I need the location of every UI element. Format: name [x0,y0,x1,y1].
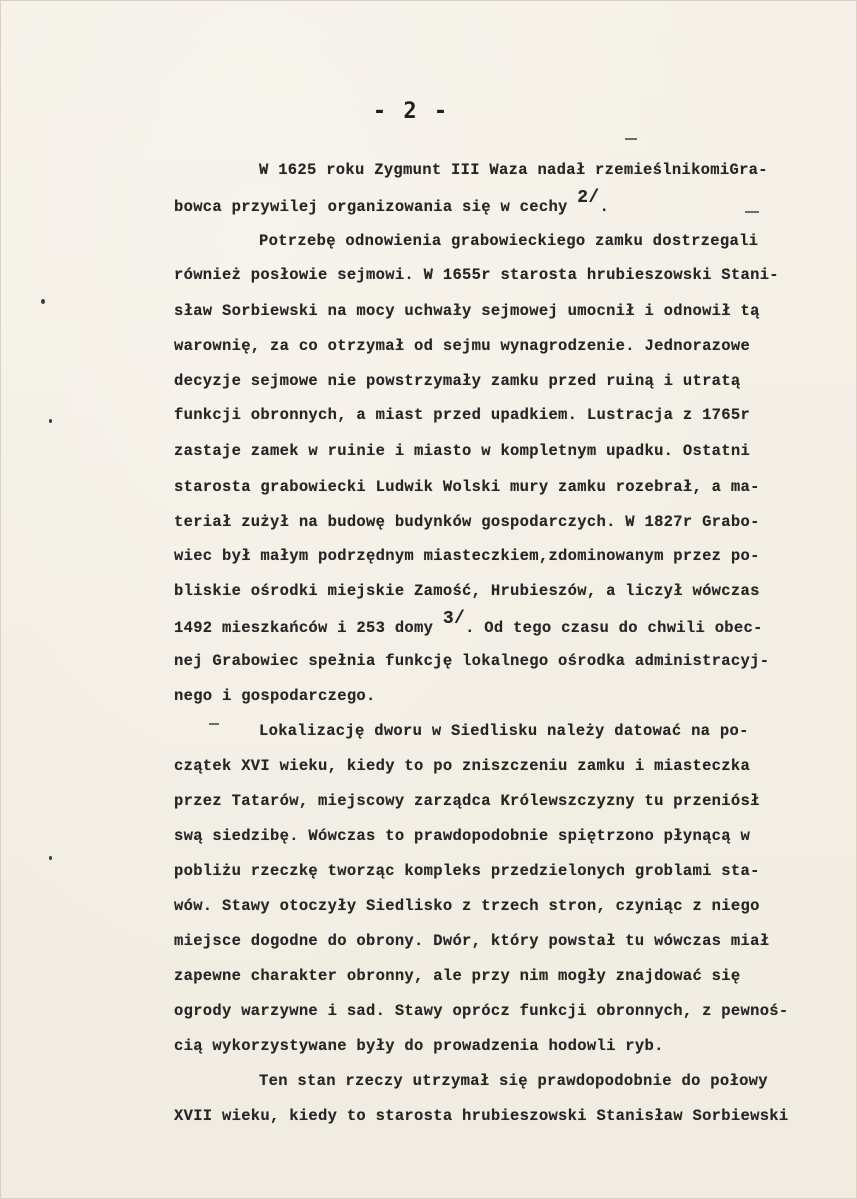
text-line: XVII wieku, kiedy to starosta hrubieszowski Stanisław Sorbiewski [174,1107,789,1125]
text-line: teriał zużył na budowę budynków gospodarczych. W 1827r Grabo- [174,513,760,531]
text-line: wów. Stawy otoczyły Siedlisko z trzech stron, czyniąc z niego [174,897,760,915]
ink-speck [49,856,52,860]
text-line: starosta grabowiecki Ludwik Wolski mury zamku rozebrał, a ma- [174,478,760,496]
text-line: miejsce dogodne do obrony. Dwór, który powstał tu wówczas miał [174,932,770,950]
text-line: czątek XVI wieku, kiedy to po zniszczeniu zamku i miasteczka [174,757,751,775]
text-line: nego i gospodarczego. [174,687,376,705]
text-line: nej Grabowiec spełnia funkcję lokalnego ośrodka administracyj- [174,652,770,670]
text-line: decyzje sejmowe nie powstrzymały zamku przed ruiną i utratą [174,372,741,390]
text-line: swą siedzibę. Wówczas to prawdopodobnie spiętrzono płynącą w [174,827,751,845]
text-line: ogrody warzywne i sad. Stawy oprócz funkcji obronnych, z pewnoś- [174,1002,789,1020]
text-line: wiec był małym podrzędnym miasteczkiem,zdominowanym przez po- [174,547,760,565]
footnote-ref: 3/ [442,609,466,629]
text-line: Ten stan rzeczy utrzymał się prawdopodobnie do połowy [259,1072,768,1090]
footnote-ref: 2/ [577,188,600,208]
margin-dash [745,211,759,213]
text-line: Potrzebę odnowienia grabowieckiego zamku dostrzegali [259,232,759,250]
text-line: pobliżu rzeczkę tworząc kompleks przedzielonych groblami sta- [174,862,760,880]
text-line: W 1625 roku Zygmunt III Waza nadał rzemieślnikomiGra- [259,161,768,179]
ink-speck [41,299,45,304]
text-line: funkcji obronnych, a miast przed upadkiem. Lustracja z 1765r [174,406,751,424]
text-line: zapewne charakter obronny, ale przy nim mogły znajdować się [174,967,741,985]
margin-dash [209,723,219,725]
text-line: bliskie ośrodki miejskie Zamość, Hrubieszów, a liczył wówczas [174,582,760,600]
text-line: przez Tatarów, miejscowy zarządca Królewszczyzny tu przeniósł [174,792,760,810]
text-line: cią wykorzystywane były do prowadzenia hodowli ryb. [174,1037,664,1055]
page-number: - 2 - [372,99,450,124]
text-line: zastaje zamek w ruinie i miasto w kompletnym upadku. Ostatni [174,442,751,460]
text-line: Lokalizację dworu w Siedlisku należy datować na po- [259,722,749,740]
text-line: warownię, za co otrzymał od sejmu wynagrodzenie. Jednorazowe [174,337,751,355]
ink-speck [49,419,52,423]
text-line: również posłowie sejmowi. W 1655r starosta hrubieszowski Stani- [174,266,779,284]
text-line: bowca przywilej organizowania się w cechy 2/. [174,188,610,216]
text-line: 1492 mieszkańców i 253 domy 3/. Od tego czasu do chwili obec- [174,609,763,637]
text-line: sław Sorbiewski na mocy uchwały sejmowej umocnił i odnowił tą [174,302,760,320]
margin-dash [625,138,637,140]
